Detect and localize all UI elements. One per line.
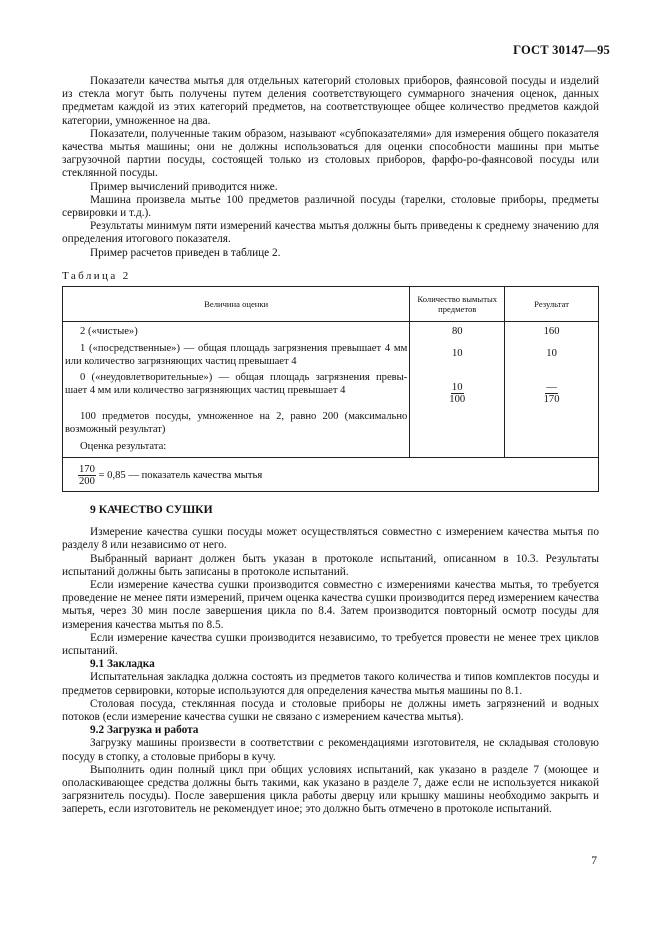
result-fraction-denominator: 170	[543, 394, 560, 406]
table-row	[63, 436, 599, 458]
paragraph: Испытательная закладка должна состоять из предметов такого количества и типов комплектов посуды и предметов сервировки, которые используются для определения качества мытья машины по 8.1.	[62, 671, 599, 697]
paragraph: Пример расчетов приведен в таблице 2.	[90, 246, 281, 259]
result-fraction	[543, 382, 561, 405]
subsection-title: 9.1 Закладка	[90, 658, 155, 671]
column-header-grade: Величина оценки	[63, 287, 410, 322]
paragraph: Выбранный вариант должен быть указан в протоколе испытаний, описанном в 10.3. Результаты испытаний должны быть записаны в протоколе испытаний.	[62, 552, 599, 578]
paragraph: Измерение качества сушки посуды может осуществляться совместно с измерением качества мытья по разделу 8 или независимо от него.	[62, 526, 599, 552]
section-9	[62, 503, 599, 817]
column-header-result: Результат	[505, 287, 599, 322]
count-cell	[410, 368, 505, 405]
evaluation-numerator: 170	[79, 464, 95, 476]
column-header-count: Количество вымытых предметов	[410, 287, 505, 322]
intro-block	[62, 75, 599, 260]
standard-header: ГОСТ 30147—95	[513, 43, 610, 57]
grade-cell: 0 («неудовлетворительные») — общая площадь загрязнения превы-шает 4 мм или количество загрязняющих частиц превышает 4	[63, 368, 410, 405]
page-number: 7	[591, 855, 597, 867]
results-table	[62, 286, 599, 492]
table-row	[63, 368, 599, 405]
evaluation-label-cell: Оценка результата:	[63, 436, 410, 458]
result-cell: 10	[505, 338, 599, 368]
subsection-title: 9.2 Загрузка и работа	[90, 724, 199, 737]
evaluation-denominator: 200	[79, 476, 95, 488]
paragraph: Если измерение качества сушки производится совместно с измерениями качества мытья, то требуется проведение не менее пяти измерений, причем оценка качества сушки производится перед измерением качества мытья, через 30 мин после завершения цикла по 8.4. Затем производится повторный осмотр посуды для измерения качества мытья по 8.5.	[62, 579, 599, 631]
paragraph: Показатели качества мытья для отдельных категорий столовых приборов, фаянсовой посуды и изделий из стекла могут быть получены путем деления соответствующего суммарного значения оценок, данных предметам каждой из этих категорий предметов, на соответствующее общее количество предметов каждой категории, умноженное на два.	[62, 75, 599, 127]
table-header-row	[63, 287, 599, 322]
table-row	[63, 405, 599, 436]
evaluation-fraction	[78, 464, 96, 487]
table-caption: Таблица 2	[62, 270, 131, 282]
grade-cell: 1 («посредственные») — общая площадь загрязнения превышает 4 мм или количество загрязняющих частиц превышает 4	[63, 338, 410, 368]
grade-cell: 2 («чистые»)	[63, 322, 410, 339]
section-title: 9 КАЧЕСТВО СУШКИ	[90, 503, 213, 516]
count-fraction-denominator: 100	[449, 394, 466, 406]
count-cell: 80	[410, 322, 505, 339]
result-cell: 160	[505, 322, 599, 339]
paragraph: Пример вычислений приводится ниже.	[90, 180, 278, 193]
count-fraction-numerator: 10	[451, 382, 463, 394]
paragraph: Машина произвела мытье 100 предметов различной посуды (тарелки, столовые приборы, предметы сервировки и т.д.).	[62, 193, 599, 220]
table-row	[63, 322, 599, 339]
paragraph: Показатели, полученные таким образом, называют «субпоказателями» для измерения общего показателя качества мытья машины; они не должны использоваться для оценки способности машины при мытье загрузочной партии посуды, состоящей только из столовых приборов, фарфо-ро-фаянсовой посуды или стеклянной посуды.	[62, 127, 599, 180]
count-fraction	[448, 382, 466, 405]
table-row	[63, 338, 599, 368]
paragraph: Выполнить один полный цикл при общих условиях испытаний, как указано в разделе 7 (моющее и ополаскивающее средства должны быть такими, как указано в разделе 7, даже если не используется никакой загрязнитель посуды). После завершения цикла работы дверцу или крышку машины необходимо закрыть и запереть, если изготовитель не рекомендует иное; это должно быть отмечено в протоколе испытаний.	[62, 763, 599, 816]
count-cell: 10	[410, 338, 505, 368]
note-cell: 100 предметов посуды, умноженное на 2, равно 200 (максимально возможный результат)	[63, 405, 410, 436]
result-fraction-numerator: —	[546, 382, 557, 394]
paragraph: Результаты минимум пяти измерений качества мытья должны быть приведены к среднему значению для определения итогового показателя.	[62, 220, 599, 246]
evaluation-text: = 0,85 — показатель качества мытья	[98, 470, 263, 482]
paragraph: Если измерение качества сушки производится независимо, то требуется провести не менее трех циклов испытаний.	[62, 631, 599, 658]
paragraph: Столовая посуда, стеклянная посуда и столовые приборы не должны иметь загрязнений и водных потоков (если измерение качества сушки не связано с измерением качества мытья).	[62, 697, 599, 724]
paragraph: Загрузку машины произвести в соответствии с рекомендациями изготовителя, не складывая столовую посуду в стопку, а столовые приборы в кучу.	[62, 737, 599, 763]
evaluation-formula	[63, 458, 599, 492]
table-footer-row	[63, 458, 599, 492]
result-cell	[505, 368, 599, 405]
